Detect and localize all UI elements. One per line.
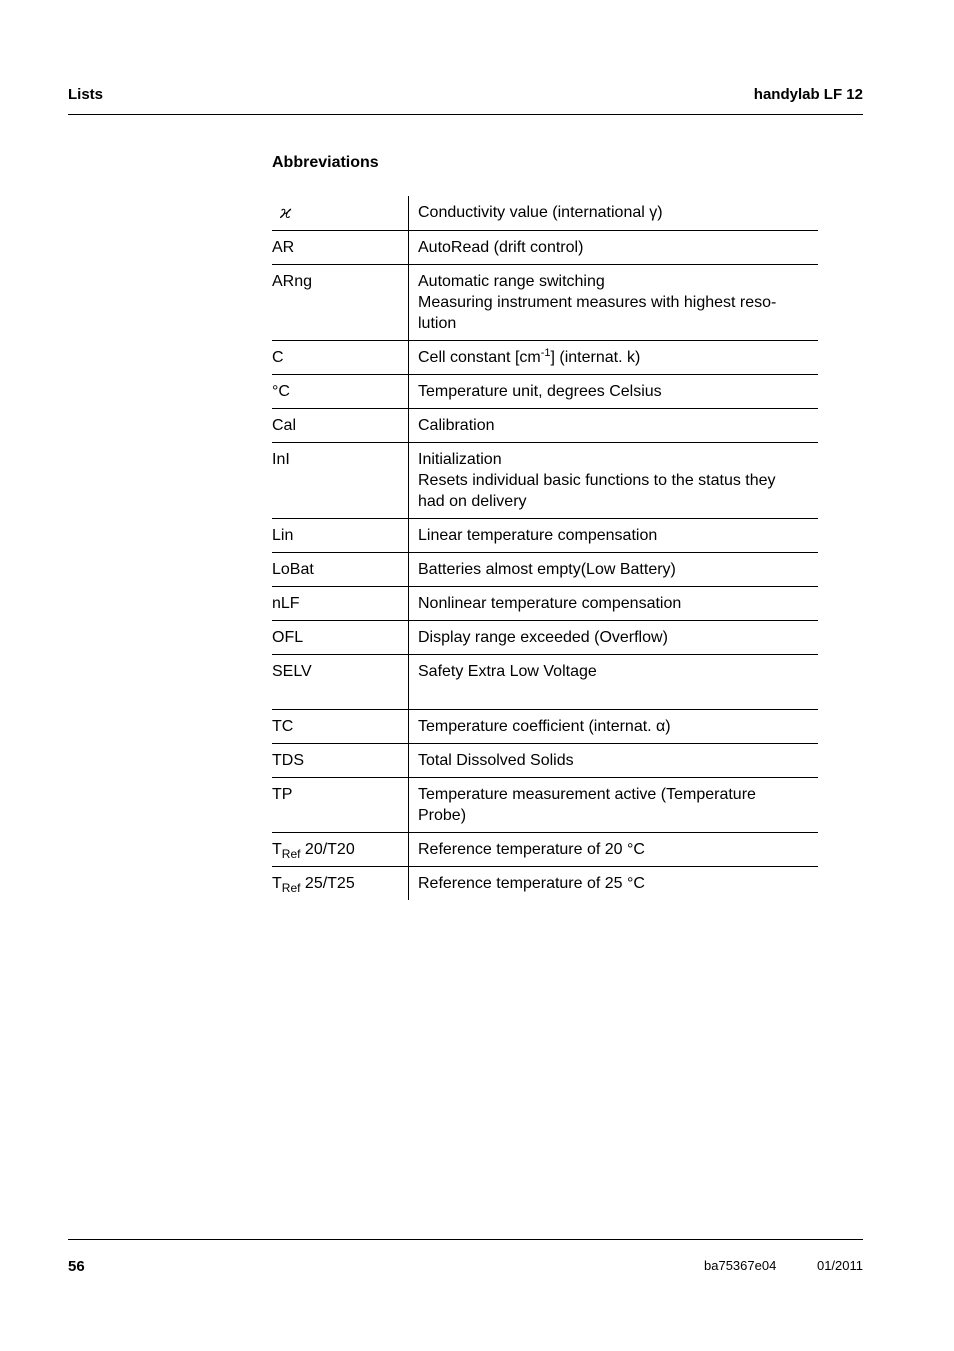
desc-cell (409, 196, 819, 231)
doc-date: 01/2011 (816, 1258, 863, 1273)
desc-line: Probe) (418, 807, 467, 824)
abbr-cell: Cal (272, 409, 409, 443)
kappa-symbol: ϰ (280, 202, 292, 223)
desc-text: Temperature coefficient (internat. (418, 718, 657, 735)
table-row (272, 778, 818, 833)
header-section: Lists (68, 86, 104, 103)
desc-line: Temperature measurement active (Temperature (418, 786, 756, 803)
desc-line: Resets individual basic functions to the status they (418, 472, 776, 489)
abbreviations-table (272, 196, 818, 900)
table-row (272, 655, 818, 710)
abbr-cell: TP (272, 778, 409, 833)
abbr-cell: LoBat (272, 553, 409, 587)
desc-cell: Calibration (409, 409, 819, 443)
abbr-text: T (272, 875, 282, 892)
desc-cell: Display range exceeded (Overflow) (409, 621, 819, 655)
abbr-cell: TC (272, 710, 409, 744)
table-row (272, 443, 818, 519)
desc-cell: Reference temperature of 20 °C (409, 833, 819, 867)
subscript: Ref (281, 847, 301, 861)
table-row (272, 341, 818, 375)
desc-line: Automatic range switching (418, 273, 605, 290)
doc-code: ba75367e04 (704, 1258, 777, 1273)
header-product: handylab LF 12 (753, 86, 863, 103)
table-row (272, 710, 818, 744)
superscript: -1 (540, 347, 551, 359)
desc-cell: AutoRead (drift control) (409, 231, 819, 265)
page-footer (68, 1239, 863, 1276)
table-row (272, 621, 818, 655)
abbr-cell: ARng (272, 265, 409, 341)
abbr-cell: OFL (272, 621, 409, 655)
table-row (272, 375, 818, 409)
abbr-text: T (272, 841, 282, 858)
table-row (272, 409, 818, 443)
desc-text: ) (665, 718, 671, 735)
table-row (272, 231, 818, 265)
table-row (272, 553, 818, 587)
desc-cell (409, 710, 819, 744)
abbr-cell: InI (272, 443, 409, 519)
alpha-symbol: α (656, 718, 666, 735)
desc-cell: Linear temperature compensation (409, 519, 819, 553)
desc-cell: Batteries almost empty(Low Battery) (409, 553, 819, 587)
desc-cell (409, 341, 819, 375)
desc-cell: Nonlinear temperature compensation (409, 587, 819, 621)
abbr-cell: AR (272, 231, 409, 265)
table-row (272, 867, 818, 901)
abbr-cell: SELV (272, 655, 409, 710)
abbr-cell: TDS (272, 744, 409, 778)
abbr-cell: Lin (272, 519, 409, 553)
desc-cell: Safety Extra Low Voltage (409, 655, 819, 710)
desc-line: Measuring instrument measures with highest reso- (418, 294, 777, 311)
desc-line: Initialization (418, 451, 502, 468)
abbr-cell (272, 833, 409, 867)
abbr-cell: °C (272, 375, 409, 409)
section-title: Abbreviations (272, 154, 379, 171)
subscript: Ref (281, 881, 301, 895)
desc-line: lution (418, 315, 457, 332)
desc-cell (409, 265, 819, 341)
abbr-text: 20/T20 (300, 841, 355, 858)
gamma-symbol: γ (649, 204, 658, 221)
table-row (272, 744, 818, 778)
abbr-text: 25/T25 (300, 875, 355, 892)
table-row (272, 833, 818, 867)
table-row (272, 196, 818, 231)
table-row (272, 265, 818, 341)
desc-cell: Total Dissolved Solids (409, 744, 819, 778)
abbr-cell (272, 196, 409, 231)
desc-cell: Reference temperature of 25 °C (418, 875, 645, 892)
table-row (272, 587, 818, 621)
page-number: 56 (68, 1258, 85, 1275)
abbr-cell: C (272, 341, 409, 375)
desc-cell (409, 778, 819, 833)
desc-text: ] (internat. k) (550, 349, 641, 366)
desc-cell: Temperature unit, degrees Celsius (409, 375, 819, 409)
page-header (68, 86, 863, 115)
desc-cell (409, 443, 819, 519)
desc-text: Cell constant [cm (418, 349, 541, 366)
abbr-cell (272, 867, 409, 901)
abbr-cell: nLF (272, 587, 409, 621)
table-row (272, 519, 818, 553)
desc-text: ) (657, 204, 663, 221)
desc-text: Conductivity value (international (418, 204, 650, 221)
desc-line: had on delivery (418, 493, 527, 510)
